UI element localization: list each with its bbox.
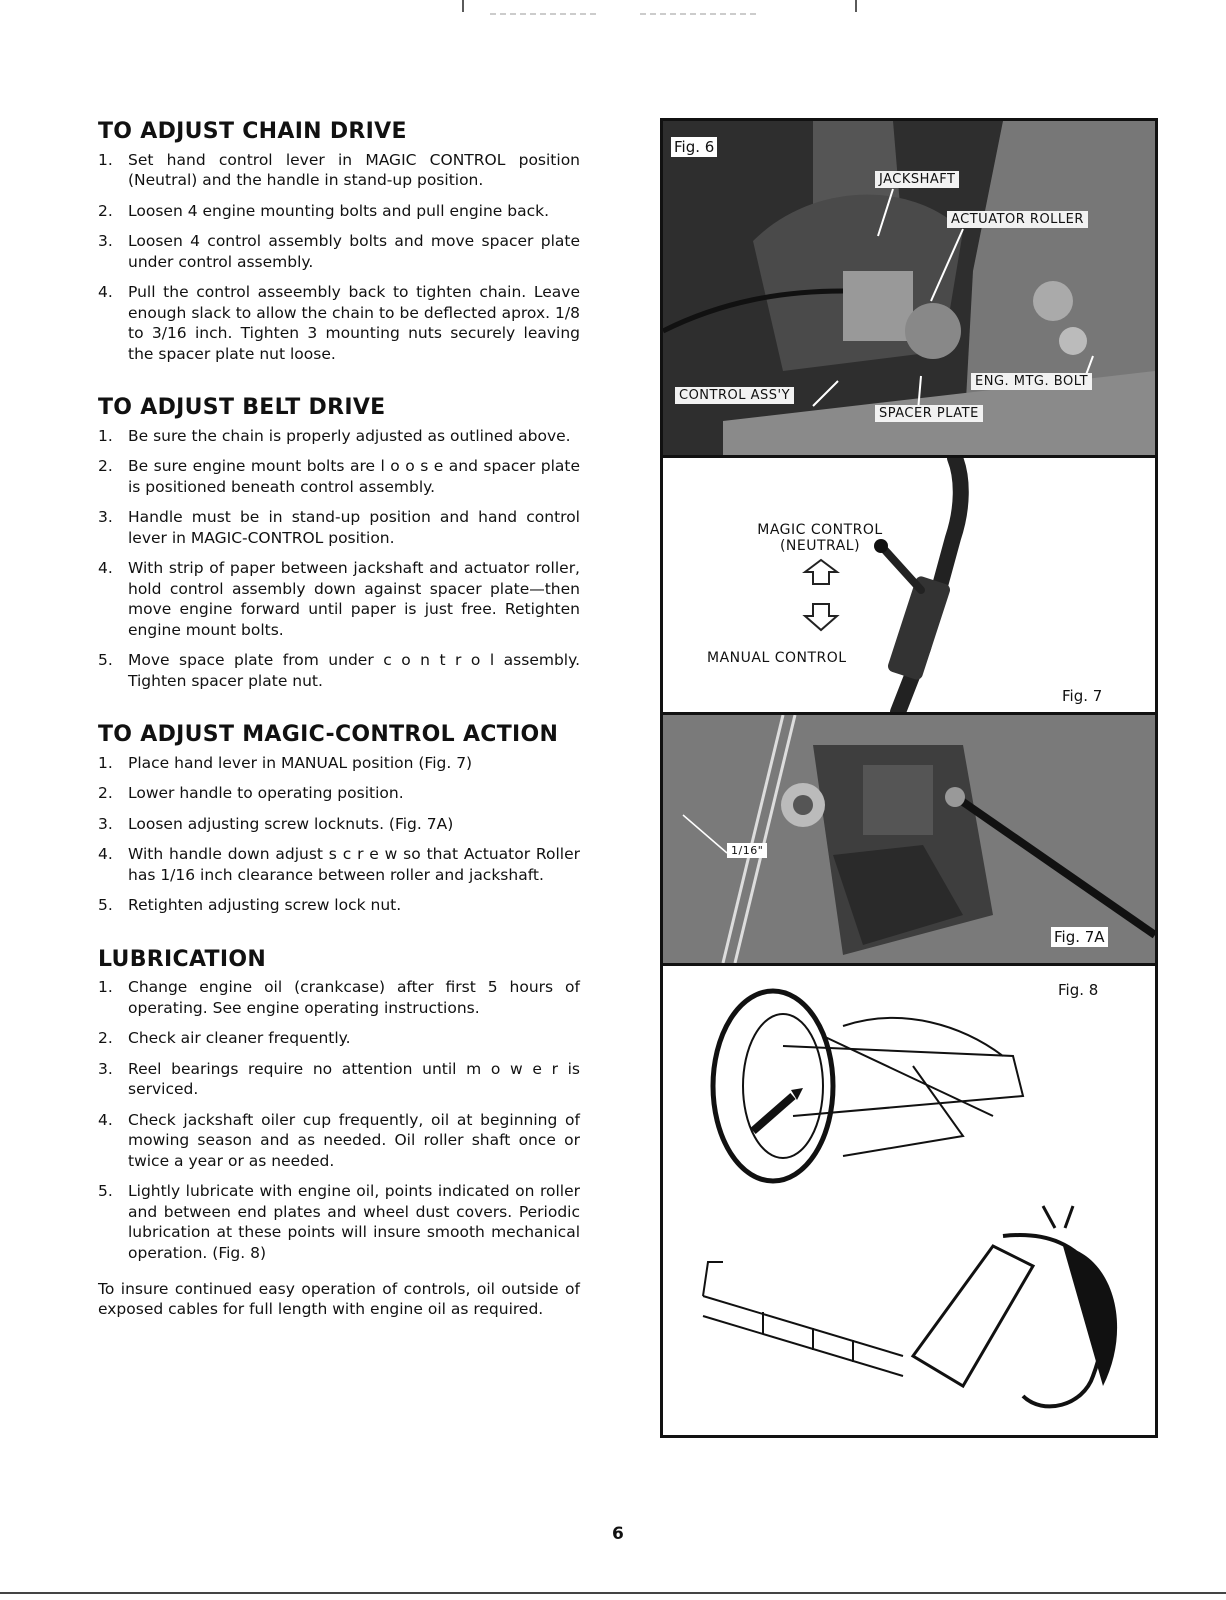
step-text: Pull the control asseembly back to tighten chain. Leave enough slack to allow the chain to be deflected aprox. 1/8 to 3/16 inch. Tighten 3 mounting nuts securely leaving the spacer plate nut loose. (128, 283, 580, 363)
fig-6-photo (663, 121, 1155, 458)
fig-8-label: Fig. 8 (1055, 980, 1101, 1000)
step-item (98, 426, 580, 447)
step-item (98, 558, 580, 640)
section-lubrication (98, 946, 580, 1264)
step-number: 4. (98, 559, 113, 577)
callout-eng-mtg-bolt: ENG. MTG. BOLT (971, 373, 1092, 390)
step-item (98, 1181, 580, 1263)
step-text: Place hand lever in MANUAL position (Fig. 7) (128, 753, 473, 772)
callout-control-assy: CONTROL ASS'Y (675, 387, 794, 404)
step-text: Be sure the chain is properly adjusted as outlined above. (128, 426, 571, 445)
step-number: 5. (98, 896, 113, 914)
callout-spacer-plate: SPACER PLATE (875, 405, 983, 422)
step-item (98, 1028, 580, 1049)
magic-control-caption (745, 522, 895, 554)
section-magic-control (98, 721, 580, 916)
section-heading: TO ADJUST MAGIC-CONTROL ACTION (98, 722, 559, 747)
manual-control-caption: MANUAL CONTROL (707, 650, 847, 666)
step-number: 1. (98, 978, 113, 996)
step-item (98, 150, 580, 191)
step-item (98, 1110, 580, 1172)
scan-marks (0, 0, 1226, 20)
step-number: 5. (98, 1182, 113, 1200)
step-list (98, 977, 580, 1263)
step-text: Move space plate from under c o n t r o l assembly. Tighten spacer plate nut. (128, 651, 580, 690)
fig-8-drawing (663, 966, 1155, 1435)
step-item (98, 1059, 580, 1100)
actuator-clearance-illustration (663, 715, 1155, 963)
fig-7-label: Fig. 7 (1059, 686, 1105, 706)
step-number: 2. (98, 201, 113, 220)
figures-frame (660, 118, 1158, 1438)
step-item (98, 844, 580, 885)
step-text: Check air cleaner frequently. (128, 1029, 351, 1047)
step-number: 4. (98, 283, 113, 301)
step-list (98, 753, 580, 916)
magic-control-text: MAGIC CONTROL (757, 522, 883, 538)
step-item (98, 282, 580, 364)
step-text: With handle down adjust s c r e w so that Actuator Roller has 1/16 inch clearance between roller and jackshaft. (128, 845, 580, 884)
section-chain-drive (98, 118, 580, 364)
step-number: 2. (98, 457, 113, 475)
step-item (98, 231, 580, 272)
step-text: Set hand control lever in MAGIC CONTROL position (Neutral) and the handle in stand-up position. (128, 150, 580, 189)
step-number: 3. (98, 1059, 113, 1078)
callout-actuator-roller: ACTUATOR ROLLER (947, 211, 1088, 228)
fig-7a-label: Fig. 7A (1051, 927, 1108, 947)
fig-7-photo (663, 458, 1155, 715)
step-item (98, 977, 580, 1018)
step-text: Lower handle to operating position. (128, 784, 404, 802)
step-item (98, 783, 580, 804)
step-number: 2. (98, 1029, 113, 1047)
step-text: Reel bearings require no attention until m o w e r is serviced. (128, 1059, 580, 1098)
step-text: With strip of paper between jackshaft and actuator roller, hold control assembly down against spacer plate—then move engine forward until paper is just free. Retighten engine mount bolts. (128, 559, 580, 639)
step-number: 1. (98, 753, 113, 772)
lubrication-points-drawing (663, 966, 1155, 1435)
step-text: Change engine oil (crankcase) after first 5 hours of operating. See engine operating instructions. (128, 978, 580, 1017)
fig-6-label: Fig. 6 (671, 137, 717, 157)
step-number: 3. (98, 508, 113, 526)
step-item (98, 895, 580, 916)
step-text: Loosen 4 engine mounting bolts and pull engine back. (128, 201, 550, 220)
section-heading: TO ADJUST CHAIN DRIVE (98, 119, 407, 144)
step-item (98, 650, 580, 691)
step-number: 3. (98, 232, 113, 250)
step-number: 2. (98, 784, 113, 802)
step-item (98, 814, 580, 835)
step-text: Loosen adjusting screw locknuts. (Fig. 7A) (128, 814, 454, 833)
step-item (98, 201, 580, 222)
section-heading: LUBRICATION (98, 946, 267, 972)
step-item (98, 753, 580, 774)
step-list (98, 150, 580, 365)
step-number: 1. (98, 150, 113, 169)
step-number: 5. (98, 651, 113, 669)
section-heading: TO ADJUST BELT DRIVE (98, 395, 386, 420)
step-item (98, 507, 580, 548)
step-list (98, 426, 580, 692)
closing-note: To insure continued easy operation of controls, oil outside of exposed cables for full length with engine oil as required. (98, 1279, 580, 1318)
handle-lever-illustration (663, 458, 1155, 712)
step-item (98, 456, 580, 497)
step-number: 1. (98, 426, 113, 445)
clearance-label: 1/16" (727, 843, 767, 858)
step-number: 4. (98, 845, 113, 863)
step-text: Check jackshaft oiler cup frequently, oil at beginning of mowing season and as needed. Oil roller shaft once or twice a year or as needed. (128, 1110, 580, 1170)
step-number: 4. (98, 1110, 113, 1129)
section-belt-drive (98, 394, 580, 691)
step-text: Be sure engine mount bolts are l o o s e and spacer plate is positioned beneath control assembly. (128, 457, 580, 496)
neutral-text: (NEUTRAL) (779, 538, 861, 554)
step-number: 3. (98, 814, 113, 833)
step-text: Loosen 4 control assembly bolts and move spacer plate under control assembly. (128, 232, 580, 271)
fig-7a-photo (663, 715, 1155, 966)
callout-jackshaft: JACKSHAFT (875, 171, 959, 188)
step-text: Retighten adjusting screw lock nut. (128, 896, 402, 914)
page-number: 6 (612, 1524, 624, 1544)
bottom-rule (0, 1592, 1226, 1594)
step-text: Lightly lubricate with engine oil, points indicated on roller and between end plates and wheel dust covers. Periodic lubrication at these points will insure smooth mechanical operation. (Fig. 8) (128, 1182, 580, 1262)
step-text: Handle must be in stand-up position and hand control lever in MAGIC-CONTROL position. (128, 508, 580, 547)
instructions-column (98, 118, 580, 1335)
